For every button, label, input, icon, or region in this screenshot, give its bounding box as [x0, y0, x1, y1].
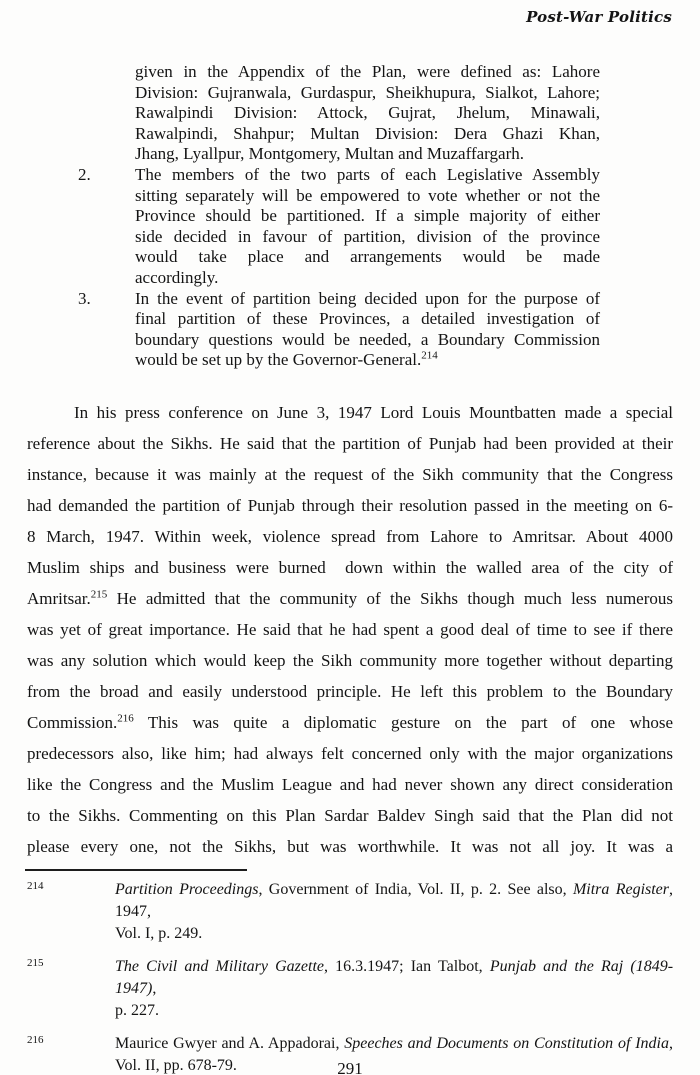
footnote-number: 215	[27, 957, 44, 969]
quote-item	[78, 62, 600, 165]
list-item-number: 3.	[78, 288, 91, 308]
quote-item	[78, 289, 600, 371]
list-item-number	[78, 62, 135, 165]
footnote-number: 216	[27, 1034, 44, 1046]
footnote-number: 214	[27, 880, 44, 892]
footnote-text: Maurice Gwyer and A. Appadorai, Speeches and Documents on Constitution of India, Vol. II, pp. 678-79.	[115, 1035, 673, 1074]
list-item-number: 2.	[78, 164, 91, 184]
footnote-text: The Civil and Military Gazette, 16.3.1947; Ian Talbot, Punjab and the Raj (1849-1947), p. 227.	[115, 958, 674, 1019]
quote-item-text: In the event of partition being decided upon for the purpose of final partition of these Provinces, a detailed investigation of boundary questions would be needed, a Boundary Commission would be set up by the Governor-General.$^{214}$	[135, 288, 600, 370]
footnotes-section	[27, 879, 673, 1075]
footnote	[27, 879, 673, 945]
body-paragraph: In his press conference on June 3, 1947 Lord Louis Mountbatten made a special reference about the Sikhs. He said that the partition of Punjab had been provided at their instance, because it was mainly at the request of the Sikh community that the Congress had demanded the partition of Punjab through their resolution passed in the meeting on 6- 8 March, 1947. Within week, violence spread from Lahore to Amritsar. About 4000 Muslim ships and business were burned down within the walled area of the city of Amritsar.$^{215}$ He admitted that the community of the Sikhs though much less numerous was yet of great importance. He said that he had spent a good deal of time to see if there was any solution which would keep the Sikh community more together without departing from the broad and easily understood principle. He left this problem to the Boundary Commission.$^{216}$ This was quite a diplomatic gesture on the part of one whose predecessors also, like him; had always felt concerned only with the major organizations like the Congress and the Muslim League and had never shown any direct consideration to the Sikhs. Commenting on this Plan Sardar Baldev Singh said that the Plan did not please every one, not the Sikhs, but was worthwhile. It was not all joy. It was a	[27, 403, 673, 856]
quote-item-text: The members of the two parts of each Legislative Assembly sitting separately will be empowered to vote whether or not the Province should be partitioned. If a simple majority of either side decided in favour of partition, division of the province would take place and arrangements would be made accordingly.	[135, 164, 600, 287]
footnote	[27, 956, 673, 1022]
block-quote	[78, 62, 600, 371]
footnote-separator	[25, 869, 247, 871]
quote-item-text: given in the Appendix of the Plan, were defined as: Lahore Division: Gujranwala, Gurdaspur, Sheikhupura, Sialkot, Lahore; Rawalpindi Division: Attock, Gujrat, Jhelum, Minawali, Rawalpindi, Shahpur; Multan Division: Dera Ghazi Khan, Jhang, Lyallpur, Montgomery, Multan and Muzaffargarh.	[135, 62, 600, 164]
running-header-title: Post-War Politics	[526, 8, 672, 26]
page-number: 291	[337, 1059, 363, 1075]
footnote-text: Partition Proceedings, Government of India, Vol. II, p. 2. See also, Mitra Register, 1947, Vol. I, p. 249.	[115, 881, 674, 942]
page-header	[526, 8, 672, 27]
quote-item	[78, 165, 600, 289]
